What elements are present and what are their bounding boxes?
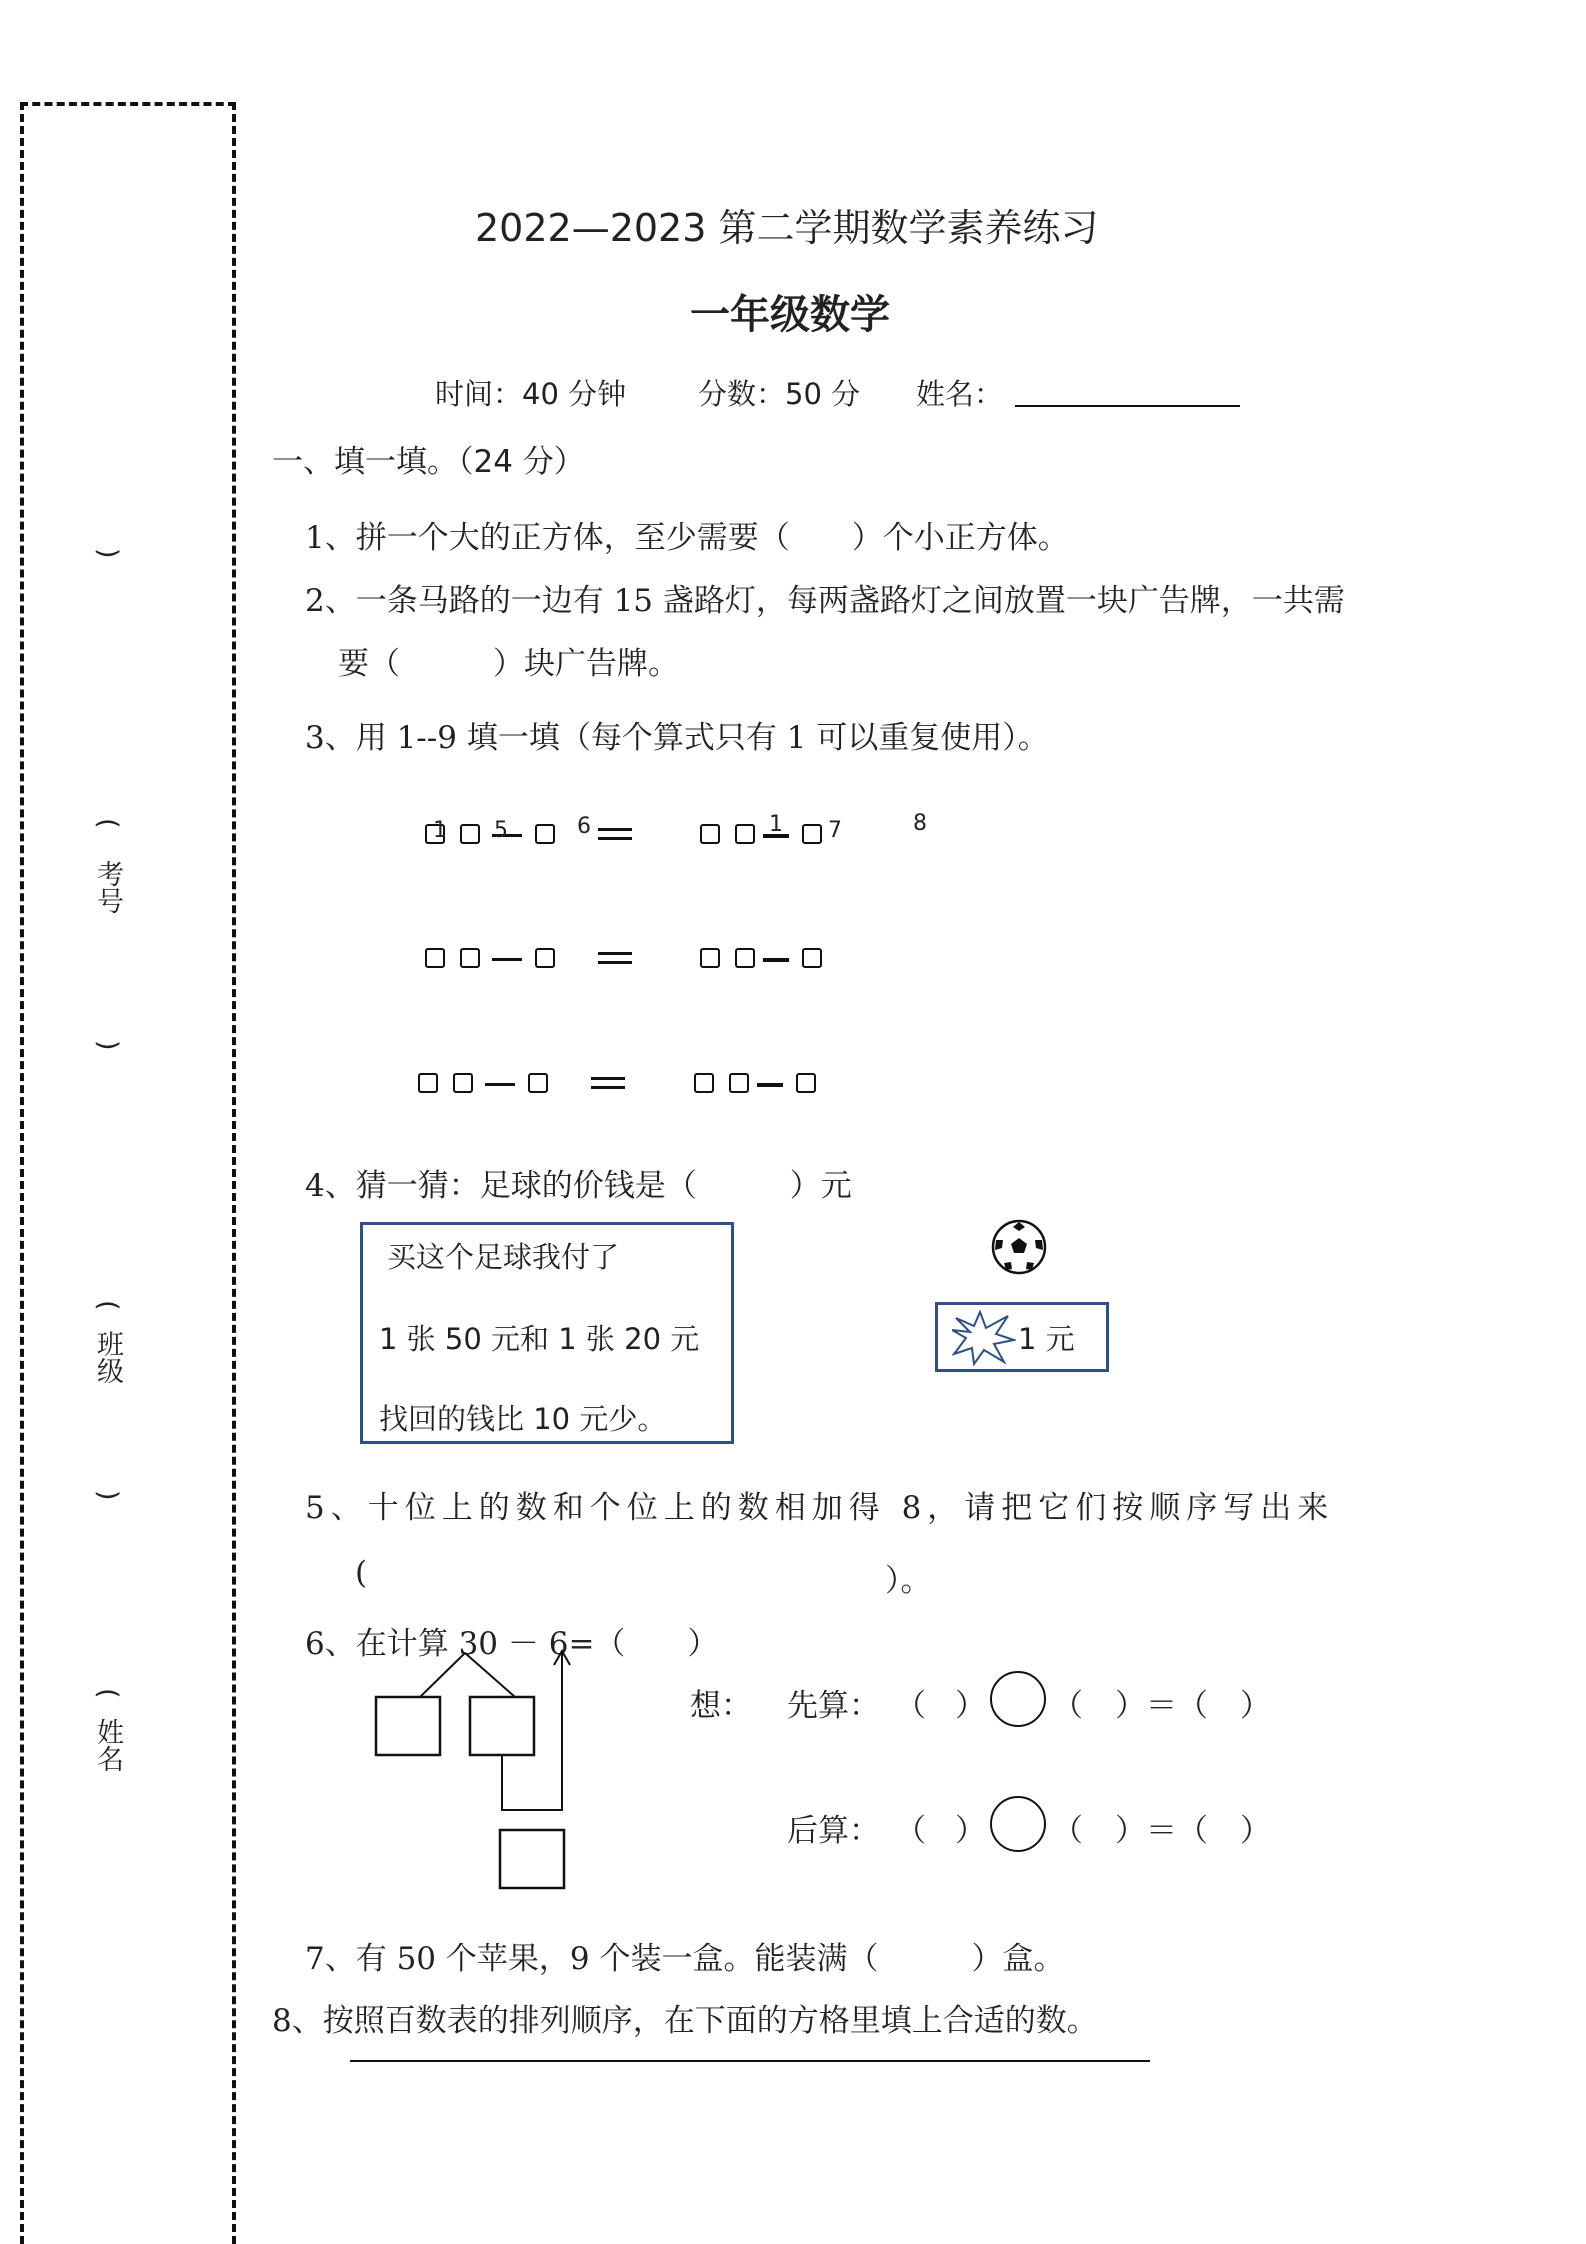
binding-paren: ( <box>92 1688 123 1699</box>
minus-sign <box>485 1083 515 1086</box>
hundred-chart-top-line <box>350 2060 1150 2062</box>
paren-open: （ <box>1052 1813 1083 1849</box>
paren-open: （ <box>1052 1688 1083 1724</box>
handwritten-mark: 5 <box>494 818 508 843</box>
question-2-line2: 要（ ）块广告牌。 <box>338 646 679 682</box>
section-heading: 一、填一填。（24 分） <box>272 444 585 480</box>
paren-close: ） <box>955 1688 986 1724</box>
binding-paren: ) <box>92 548 123 559</box>
page-title: 2022—2023 第二学期数学素养练习 <box>475 206 1099 250</box>
answer-square[interactable] <box>418 1073 438 1093</box>
paren-close: ） <box>1240 1813 1271 1849</box>
equals-sign <box>598 828 632 840</box>
minus-sign <box>757 1083 783 1087</box>
binding-paren: ( <box>92 818 123 829</box>
equals-result: ）＝（ <box>1115 1813 1208 1849</box>
page-subtitle: 一年级数学 <box>690 292 890 338</box>
minus-sign <box>492 958 522 961</box>
q5-open-paren: ( <box>355 1555 368 1591</box>
binding-name-label: 姓名 <box>92 1718 123 1772</box>
question-7: 7、有 50 个苹果，9 个装一盒。能装满（ ）盒。 <box>305 1941 1065 1977</box>
answer-square[interactable] <box>528 1073 548 1093</box>
answer-square[interactable] <box>460 824 480 844</box>
handwritten-mark: 8 <box>913 811 927 836</box>
paren-open: （ <box>895 1813 926 1849</box>
name-blank-line[interactable] <box>1015 405 1240 407</box>
binding-paren: ( <box>92 1300 123 1311</box>
price-tag <box>935 1302 1109 1372</box>
result-box[interactable] <box>500 1830 564 1888</box>
question-4: 4、猜一猜：足球的价钱是（ ）元 <box>305 1168 852 1204</box>
soccer-ball-icon <box>990 1218 1048 1276</box>
price-tag-text: 1 元 <box>1018 1322 1075 1356</box>
split-box[interactable] <box>470 1697 534 1755</box>
time-label: 时间：40 分钟 <box>435 377 627 411</box>
binding-paren: ) <box>92 1040 123 1051</box>
question-2-line1: 2、一条马路的一边有 15 盏路灯，每两盏路灯之间放置一块广告牌，一共需 <box>305 583 1345 619</box>
payment-hint-box <box>360 1222 734 1444</box>
split-box[interactable] <box>376 1697 440 1755</box>
first-step-label: 先算： <box>787 1688 880 1724</box>
decomposition-diagram <box>370 1645 580 1895</box>
answer-square[interactable] <box>460 948 480 968</box>
binding-margin <box>20 102 236 2244</box>
handwritten-mark: 1 <box>769 812 783 837</box>
binding-exam-no-label: 考号 <box>92 860 123 914</box>
handwritten-mark: 7 <box>828 818 842 843</box>
binding-paren: ) <box>92 1490 123 1501</box>
operator-circle[interactable] <box>990 1796 1046 1852</box>
equals-sign <box>598 952 632 964</box>
handwritten-mark: 6 <box>577 814 591 839</box>
answer-square[interactable] <box>535 948 555 968</box>
answer-square[interactable] <box>425 948 445 968</box>
burst-icon <box>952 1310 1016 1366</box>
second-step-label: 后算： <box>787 1813 880 1849</box>
name-label: 姓名： <box>916 377 1004 411</box>
hint-line: 买这个足球我付了 <box>387 1240 620 1274</box>
answer-square[interactable] <box>729 1073 749 1093</box>
question-5-line1: 5、十位上的数和个位上的数相加得 8，请把它们按顺序写出来 <box>305 1490 1335 1526</box>
answer-square[interactable] <box>735 824 755 844</box>
score-label: 分数：50 分 <box>698 377 861 411</box>
paren-close: ） <box>955 1813 986 1849</box>
answer-square[interactable] <box>453 1073 473 1093</box>
question-6: 6、在计算 30 － 6=（ ） <box>305 1626 719 1662</box>
handwritten-mark: 1 <box>433 818 447 843</box>
binding-class-label: 班级 <box>92 1330 123 1384</box>
answer-square[interactable] <box>802 948 822 968</box>
think-label: 想： <box>690 1688 752 1724</box>
q5-close-paren: ）。 <box>885 1563 932 1599</box>
answer-square[interactable] <box>700 824 720 844</box>
hint-line: 1 张 50 元和 1 张 20 元 <box>379 1322 700 1356</box>
minus-sign <box>763 958 789 962</box>
answer-square[interactable] <box>802 824 822 844</box>
equals-result: ）＝（ <box>1115 1688 1208 1724</box>
question-1: 1、拼一个大的正方体，至少需要（ ）个小正方体。 <box>305 520 1069 556</box>
question-3: 3、用 1--9 填一填（每个算式只有 1 可以重复使用）。 <box>305 720 1049 756</box>
paren-open: （ <box>895 1688 926 1724</box>
answer-square[interactable] <box>535 824 555 844</box>
answer-square[interactable] <box>735 948 755 968</box>
answer-square[interactable] <box>700 948 720 968</box>
hint-line: 找回的钱比 10 元少。 <box>379 1402 667 1436</box>
answer-square[interactable] <box>694 1073 714 1093</box>
question-8: 8、按照百数表的排列顺序，在下面的方格里填上合适的数。 <box>272 2003 1098 2039</box>
answer-square[interactable] <box>796 1073 816 1093</box>
operator-circle[interactable] <box>990 1671 1046 1727</box>
paren-close: ） <box>1240 1688 1271 1724</box>
equals-sign <box>591 1077 625 1089</box>
